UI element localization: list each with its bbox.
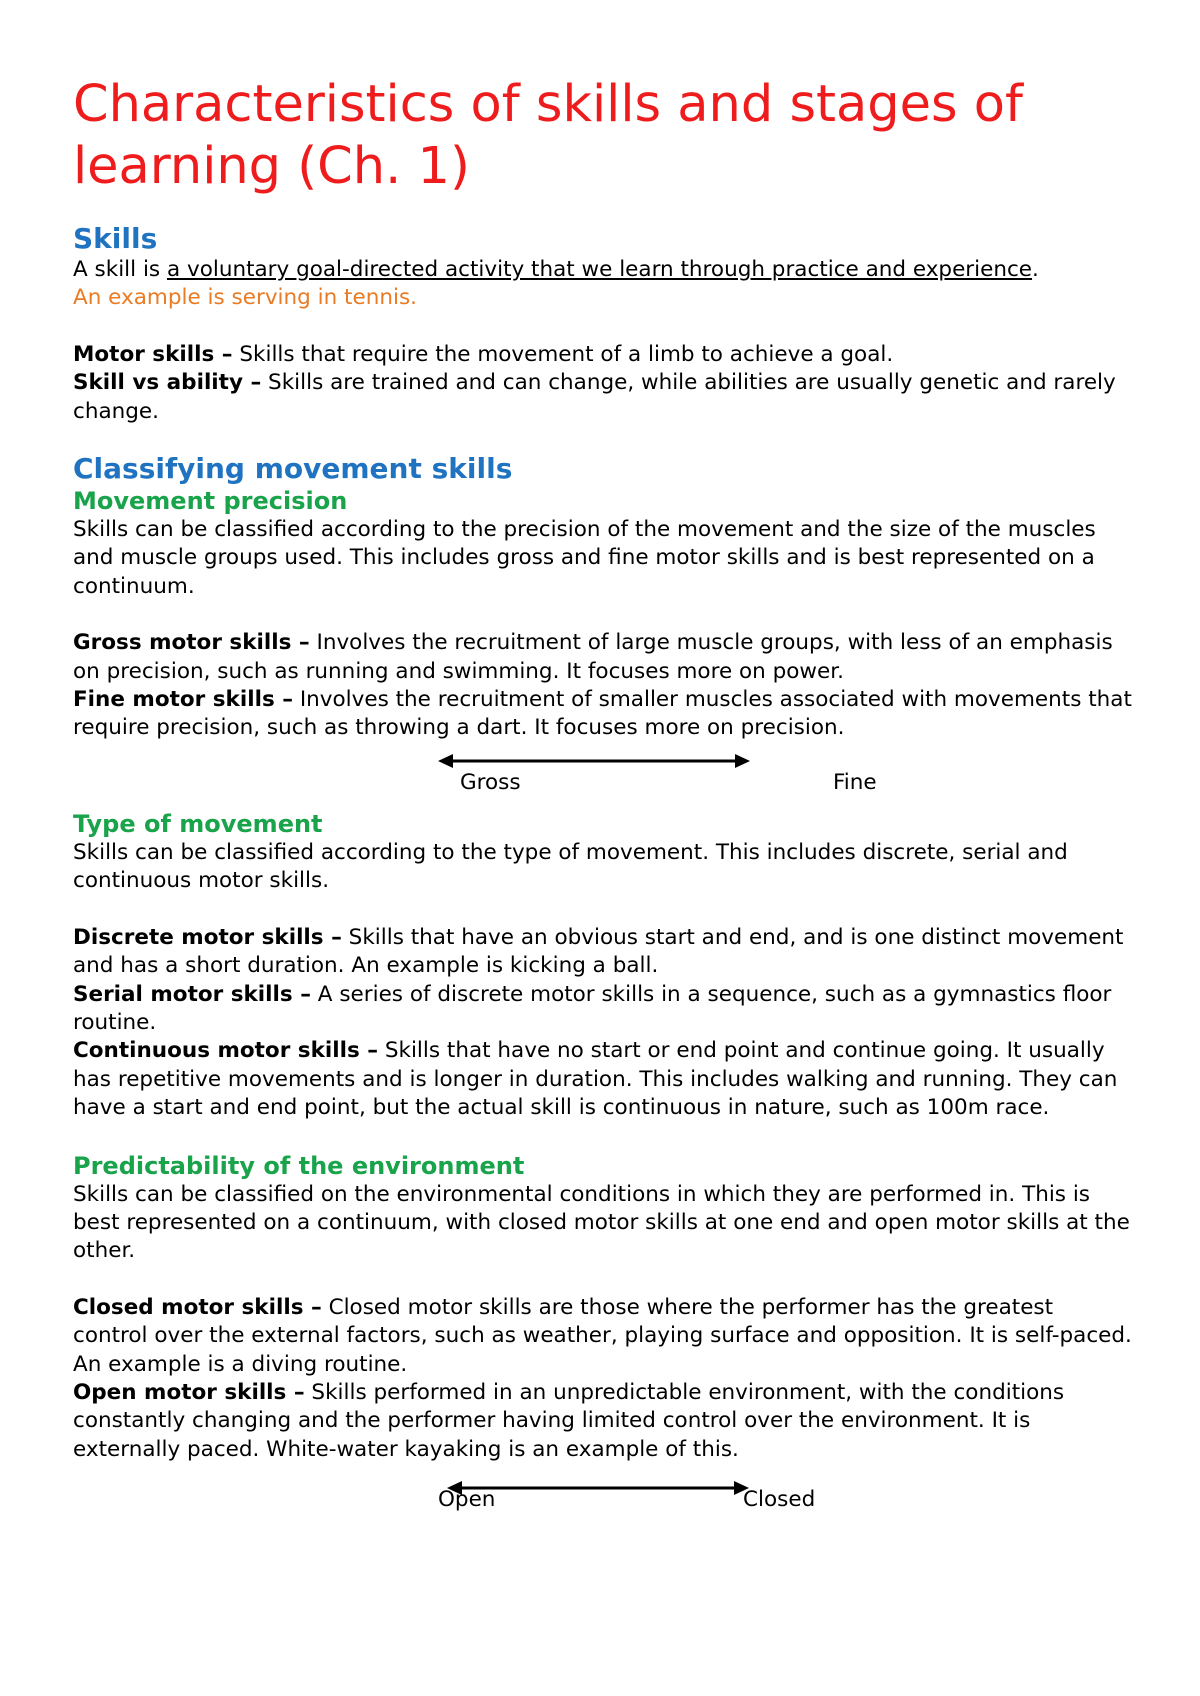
skill-definition-underlined: a voluntary goal-directed activity that we learn through practice and experience: [166, 257, 1033, 282]
fine-motor-term: Fine motor skills –: [73, 687, 293, 713]
discrete-motor-term: Discrete motor skills –: [73, 924, 342, 950]
skill-definition-suffix: .: [1032, 257, 1039, 282]
document-page: [73, 74, 1133, 1526]
classifying-heading: Classifying movement skills: [73, 452, 513, 486]
serial-motor-text: A series of discrete motor skills in a sequence, such as a gymnastics floor routine.: [73, 981, 1112, 1035]
continuum-label-open: Open: [438, 1487, 496, 1513]
discrete-motor-definition: [73, 924, 1133, 981]
movement-precision-intro: Skills can be classified according to the precision of the movement and the size of the muscles and muscle groups used. This includes gross and fine motor skills and is best represented on a continuum.: [73, 517, 1096, 599]
skill-vs-ability-term: Skill vs ability –: [73, 370, 262, 396]
discrete-motor-text: Skills that have an obvious start and end, and is one distinct movement and has a short duration. An example is kicking a ball.: [73, 924, 1124, 979]
gross-motor-term: Gross motor skills –: [73, 630, 310, 656]
motor-skills-text: Skills that require the movement of a limb to achieve a goal.: [232, 341, 894, 367]
movement-precision-heading: Movement precision: [73, 487, 348, 516]
gross-fine-arrow: [73, 743, 1133, 809]
environment-intro: Skills can be classified on the environmental conditions in which they are performed in. This is best represented on a continuum, with closed motor skills at one end and open motor skills at the other.: [73, 1181, 1130, 1264]
type-of-movement-intro: Skills can be classified according to the type of movement. This includes discrete, serial and continuous motor skills.: [73, 839, 1068, 894]
motor-skills-term: Motor skills –: [73, 341, 233, 367]
gross-motor-definition: [73, 629, 1133, 686]
skill-definition-prefix: A skill is: [73, 257, 167, 282]
fine-motor-text: Involves the recruitment of smaller muscles associated with movements that require precision, such as throwing a dart. It focuses more on precision.: [73, 687, 1132, 741]
type-of-movement-heading: Type of movement: [73, 809, 323, 838]
open-closed-continuum: [73, 1478, 1133, 1526]
serial-motor-term: Serial motor skills –: [73, 981, 311, 1007]
fine-motor-definition: [73, 686, 1133, 743]
continuous-motor-text: Skills that have no start or end point and continue going. It usually has repetitive movements and is longer in duration. This includes walking and running. They can have a start and end point, but the actual skill is continuous in nature, such as 100m race.: [73, 1038, 1118, 1121]
closed-motor-text: Closed motor skills are those where the performer has the greatest control over the external factors, such as weather, playing surface and opposition. It is self-paced. An example is a diving routine.: [73, 1294, 1132, 1377]
open-motor-definition: [73, 1379, 1133, 1464]
page-title: Characteristics of skills and stages of learning (Ch. 1): [73, 75, 1023, 196]
skill-example: An example is serving in tennis.: [73, 285, 417, 311]
continuum-label-gross: Gross: [460, 769, 521, 795]
skill-definition: [73, 256, 1133, 284]
continuous-motor-term: Continuous motor skills –: [73, 1038, 379, 1064]
continuum-label-closed: Closed: [743, 1487, 816, 1513]
closed-motor-term: Closed motor skills –: [73, 1294, 322, 1320]
closed-motor-definition: [73, 1294, 1133, 1379]
environment-heading: Predictability of the environment: [73, 1151, 525, 1180]
continuous-motor-definition: [73, 1037, 1133, 1122]
continuum-label-fine: Fine: [833, 769, 877, 795]
skill-vs-ability-definition: [73, 369, 1133, 426]
skills-heading: Skills: [73, 222, 158, 255]
motor-skills-definition: [73, 341, 1133, 369]
skill-vs-ability-text: Skills are trained and can change, while abilities are usually genetic and rarely change.: [73, 370, 1116, 424]
gross-fine-continuum: [73, 743, 1133, 809]
gross-motor-text: Involves the recruitment of large muscle groups, with less of an emphasis on precision, such as running and swimming. It focuses more on power.: [73, 630, 1113, 684]
open-closed-arrow: [73, 1478, 1133, 1526]
open-motor-text: Skills performed in an unpredictable environment, with the conditions constantly changing and the performer having limited control over the environment. It is externally paced. White-water kayaking is an example of this.: [73, 1379, 1065, 1462]
serial-motor-definition: [73, 981, 1133, 1038]
open-motor-term: Open motor skills –: [73, 1379, 305, 1405]
